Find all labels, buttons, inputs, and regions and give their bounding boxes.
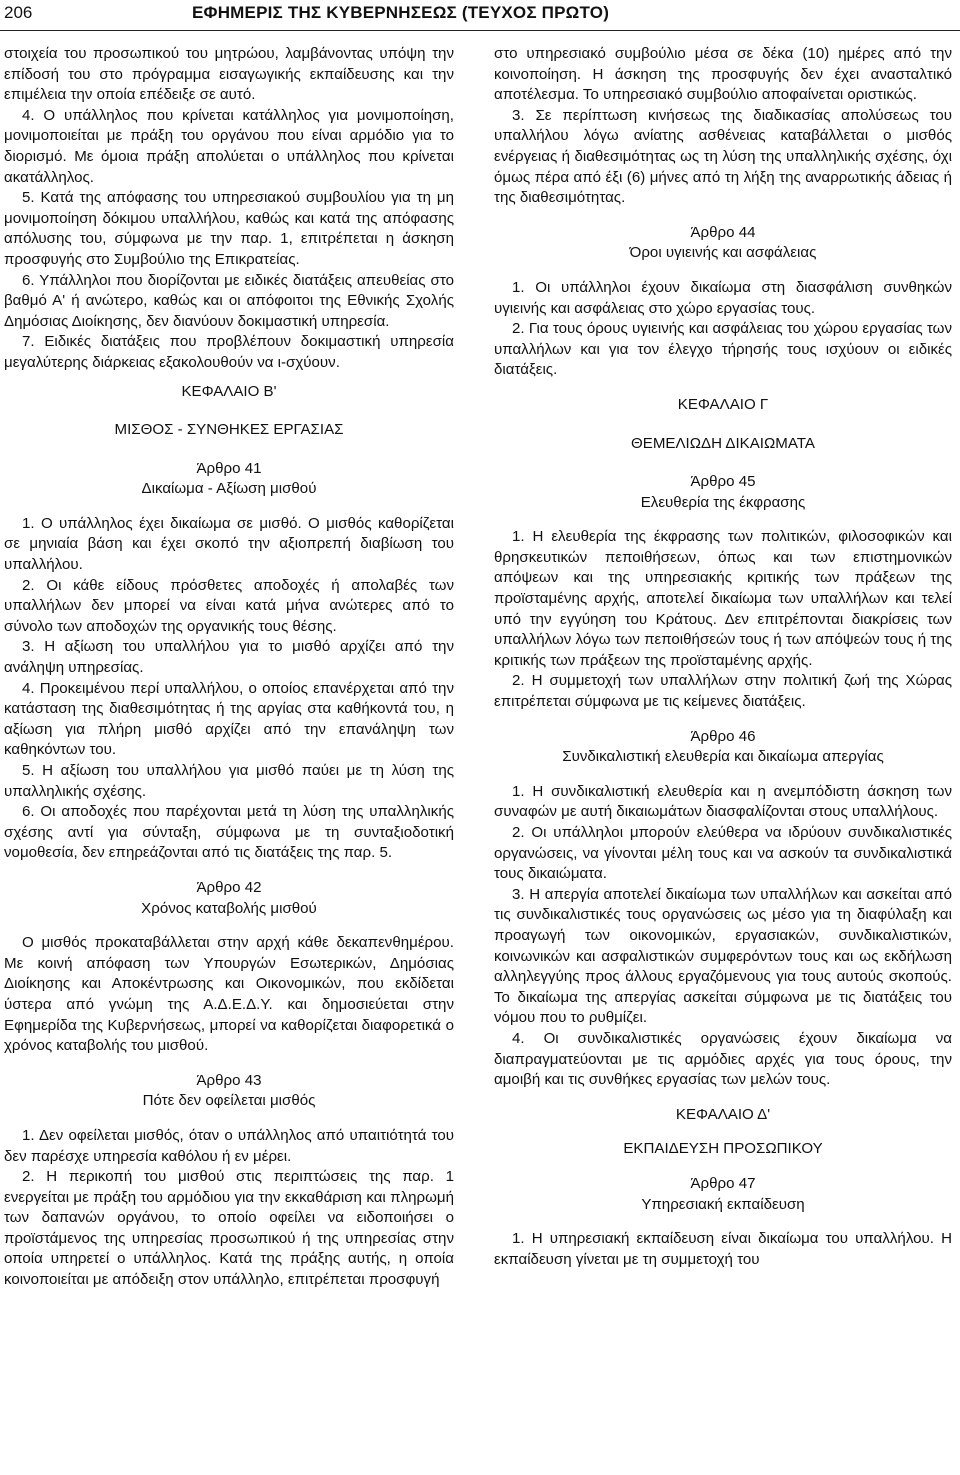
article-title: Πότε δεν οφείλεται μισθός (142, 1092, 316, 1110)
paragraph: 1. Η υπηρεσιακή εκπαίδευση είναι δικαίωμα του υπαλλήλου. Η εκπαίδευση γίνεται με τη συμμετοχή του (494, 1230, 952, 1268)
right-column (494, 44, 952, 1270)
article-number: Άρθρο 45 (690, 473, 756, 491)
article-number: Άρθρο 41 (196, 459, 262, 477)
article-title: Χρόνος καταβολής μισθού (141, 899, 317, 917)
article-title: Δικαίωμα - Αξίωση μισθού (141, 480, 317, 498)
paragraph: 1. Η συνδικαλιστική ελευθερία και η ανεμπόδιστη άσκηση των συναφών με αυτή δικαιωμάτων διασφαλίζονται στους υπαλλήλους. (494, 782, 952, 821)
article-title: Υπηρεσιακή εκπαίδευση (641, 1195, 805, 1213)
chapter-title: ΘΕΜΕΛΙΩΔΗ ΔΙΚΑΙΩΜΑΤΑ (631, 434, 815, 452)
paragraph: 5. Κατά της απόφασης του υπηρεσιακού συμβουλίου για τη μη μονιμοποίηση δόκιμου υπαλλήλου, καθώς και κατά της απόφασης απόλυσης του, σύμφωνα με την παρ. 1, επιτρέπεται η άσκηση προσφυγής στο Συμβούλιο της Επικρατείας. (4, 189, 454, 268)
gazette-title: ΕΦΗΜΕΡΙΣ ΤΗΣ ΚΥΒΕΡΝΗΣΕΩΣ (ΤΕΥΧΟΣ ΠΡΩΤΟ) (192, 3, 610, 22)
paragraph: 6. Υπάλληλοι που διορίζονται με ειδικές διατάξεις απευθείας στο βαθμό Α' ή ανώτερο, καθώς και οι απόφοιτοι της Εθνικής Σχολής Δημόσιας Διοίκησης, δεν διανύουν δοκιμαστική υπηρεσία. (4, 271, 454, 330)
paragraph: 4. Προκειμένου περί υπαλλήλου, ο οποίος επανέρχεται από την κατάσταση της διαθεσιμότητας ή της αργίας στα καθήκοντά του, η αξίωση για πλήρη μισθό αρχίζει από την επανάληψη των καθηκόντων του. (4, 679, 454, 759)
paragraph: στοιχεία του προσωπικού του μητρώου, λαμβάνοντας υπόψη την επίδοσή του στο πρόγραμμα εισαγωγικής εκπαίδευσης και την επιμέλεια την οποία επέδειξε σε αυτό. (4, 45, 454, 104)
paragraph: 2. Η συμμετοχή των υπαλλήλων στην πολιτική ζωή της Χώρας επιτρέπεται σύμφωνα με τις κείμενες διατάξεις. (494, 672, 952, 711)
chapter-title: ΕΚΠΑΙΔΕΥΣΗ ΠΡΟΣΩΠΙΚΟΥ (623, 1140, 823, 1158)
paragraph: 3. Σε περίπτωση κινήσεως της διαδικασίας απολύσεως του υπαλλήλου λόγω ανίατης ασθένειας καταβάλλεται ο μισθός ενέργειας ή διαθεσιμότητας ως τη λύση της υπαλληλικής σχέσης, όχι όμως πέρα από έξι (6) μήνες από τη λήξη της αναρρωτικής άδειας ή της διαθεσιμότητας. (494, 106, 952, 207)
paragraph: 2. Για τους όρους υγιεινής και ασφάλειας του χώρου εργασίας των υπαλλήλων και για τον έλεγχο τήρησής τους ισχύουν οι ειδικές διατάξεις. (494, 320, 952, 379)
paragraph: 1. Δεν οφείλεται μισθός, όταν ο υπάλληλος από υπαιτιότητά του δεν παρέσχε υπηρεσία καθόλου ή εν μέρει. (4, 1126, 454, 1165)
page-number: 206 (4, 3, 33, 22)
paragraph: 7. Ειδικές διατάξεις που προβλέπουν δοκιμαστική υπηρεσία μεγαλύτερης διάρκειας εξακολουθούν να ι-σχύουν. (4, 333, 454, 371)
article-title: Συνδικαλιστική ελευθερία και δικαίωμα απεργίας (562, 748, 884, 766)
article-title: Ελευθερία της έκφρασης (640, 493, 806, 511)
paragraph: 6. Οι αποδοχές που παρέχονται μετά τη λύση της υπαλληλικής σχέσης αντί για σύνταξη, σύμφωνα με τη συνταξιοδοτική νομοθεσία, δεν επηρεάζονται από τις διατάξεις της παρ. 5. (4, 803, 454, 862)
chapter-heading: ΚΕΦΑΛΑΙΟ Δ' (675, 1105, 771, 1123)
article-number: Άρθρο 44 (690, 223, 756, 241)
paragraph: 3. Η αξίωση του υπαλλήλου για το μισθό αρχίζει από την ανάληψη υπηρεσίας. (4, 638, 454, 677)
article-number: Άρθρο 42 (196, 878, 262, 896)
article-title: Όροι υγιεινής και ασφάλειας (629, 244, 817, 262)
paragraph: 1. Οι υπάλληλοι έχουν δικαίωμα στη διασφάλιση συνθηκών υγιεινής και ασφάλειας στο χώρο εργασίας τους. (494, 278, 952, 317)
paragraph: 3. Η απεργία αποτελεί δικαίωμα των υπαλλήλων και ασκείται από τις συνδικαλιστικές τους οργανώσεις ως μέσο για τη διαφύλαξη και προαγωγή των οικονομικών, εργασιακών, συνδικαλιστικών, κοινωνικών και ασφαλιστικών συμφερόντων τους και ως εκδήλωση αλληλεγγύης προς άλλους εργαζόμενους για τους αυτούς σκοπούς. Το δικαίωμα της απεργίας ασκείται σύμφωνα με τις διατάξεις του νόμου που το ρυθμίζει. (494, 885, 952, 1027)
chapter-heading: ΚΕΦΑΛΑΙΟ Γ (677, 395, 769, 413)
left-column (4, 44, 454, 1291)
paragraph: 2. Οι κάθε είδους πρόσθετες αποδοχές ή απολαβές των υπαλλήλων δεν μπορεί να είναι κατά μήνα ανώτερες από το σύνολο των αποδοχών της οργανικής τους θέσης. (4, 576, 454, 635)
paragraph: 2. Η περικοπή του μισθού στις περιπτώσεις της παρ. 1 ενεργείται με πράξη του αρμόδιου για την εκκαθάριση και πληρωμή των δαπανών οργάνου, το οποίο οφείλει να ειδοποιήσει ο προϊστάμενος της υπηρεσίας προσωπικού ή της υπηρεσίας στην οποία υπηρετεί ο υπάλληλος. Κατά της πράξης αυτής, η οποία κοινοποιείται με απόδειξη στον υπάλληλο, επιτρέπεται προσφυγή (4, 1168, 454, 1289)
page-header (0, 0, 960, 34)
article-number: Άρθρο 43 (196, 1071, 262, 1089)
paragraph: 2. Οι υπάλληλοι μπορούν ελεύθερα να ιδρύουν συνδικαλιστικές οργανώσεις, να γίνονται μέλη τους και να ασκούν τα συνδικαλιστικά τους δικαιώματα. (494, 824, 952, 883)
header-divider (0, 30, 960, 31)
paragraph: 1. Ο υπάλληλος έχει δικαίωμα σε μισθό. Ο μισθός καθορίζεται σε μηνιαία βάση και έχει σκοπό την αξιοπρεπή διαβίωση του υπαλλήλου. (4, 514, 454, 574)
paragraph: 1. Η ελευθερία της έκφρασης των πολιτικών, φιλοσοφικών και θρησκευτικών πεποιθήσεων, όπως και των επιστημονικών απόψεων και της υπηρεσιακής κριτικής των πράξεων της προϊσταμένης αρχής, αποτελεί δικαίωμα των υπαλλήλων και τελεί υπό την εγγύηση του Κράτους. Δεν επιτρέπονται διακρίσεις των υπαλλήλων λόγω των πεποιθήσεών τους ή των απόψεών τους ή της κριτικής των πράξεων της προϊσταμένης αρχής. (494, 528, 952, 669)
paragraph: στο υπηρεσιακό συμβούλιο μέσα σε δέκα (10) ημέρες από την κοινοποίηση. Η άσκηση της προσφυγής δεν έχει ανασταλτικό αποτέλεσμα. Το υπηρεσιακό συμβούλιο αποφαίνεται οριστικώς. (494, 45, 952, 104)
article-number: Άρθρο 46 (690, 727, 756, 745)
chapter-heading: ΚΕΦΑΛΑΙΟ Β' (181, 382, 277, 400)
article-number: Άρθρο 47 (690, 1174, 756, 1192)
paragraph: 5. Η αξίωση του υπαλλήλου για μισθό παύει με τη λύση της υπαλληλικής σχέσης. (4, 762, 454, 800)
chapter-title: ΜΙΣΘΟΣ - ΣΥΝΘΗΚΕΣ ΕΡΓΑΣΙΑΣ (114, 421, 344, 439)
paragraph: 4. Ο υπάλληλος που κρίνεται κατάλληλος για μονιμοποίηση, μονιμοποιείται με πράξη του οργάνου που είναι αρμόδιο για το διορισμό. Με όμοια πράξη απολύεται ο υπάλληλος που κρίνεται ακατάλληλος. (4, 106, 454, 186)
paragraph: Ο μισθός προκαταβάλλεται στην αρχή κάθε δεκαπενθημέρου. Με κοινή απόφαση των Υπουργών Εσωτερικών, Δημόσιας Διοίκησης και Αποκέντρωσης και Οικονομικών, που εκδίδεται ύστερα από γνώμη της Α.Δ.Ε.Δ.Υ. και δημοσιεύεται στην Εφημερίδα της Κυβερνήσεως, μπορεί να καθορίζεται διαφορετικά ο χρόνος καταβολής του μισθού. (4, 934, 454, 1055)
paragraph: 4. Οι συνδικαλιστικές οργανώσεις έχουν δικαίωμα να διαπραγματεύονται με τις αρμόδιες αρχές για τους όρους, την αμοιβή και τις συνθήκες εργασίας των μελών τους. (494, 1029, 952, 1089)
